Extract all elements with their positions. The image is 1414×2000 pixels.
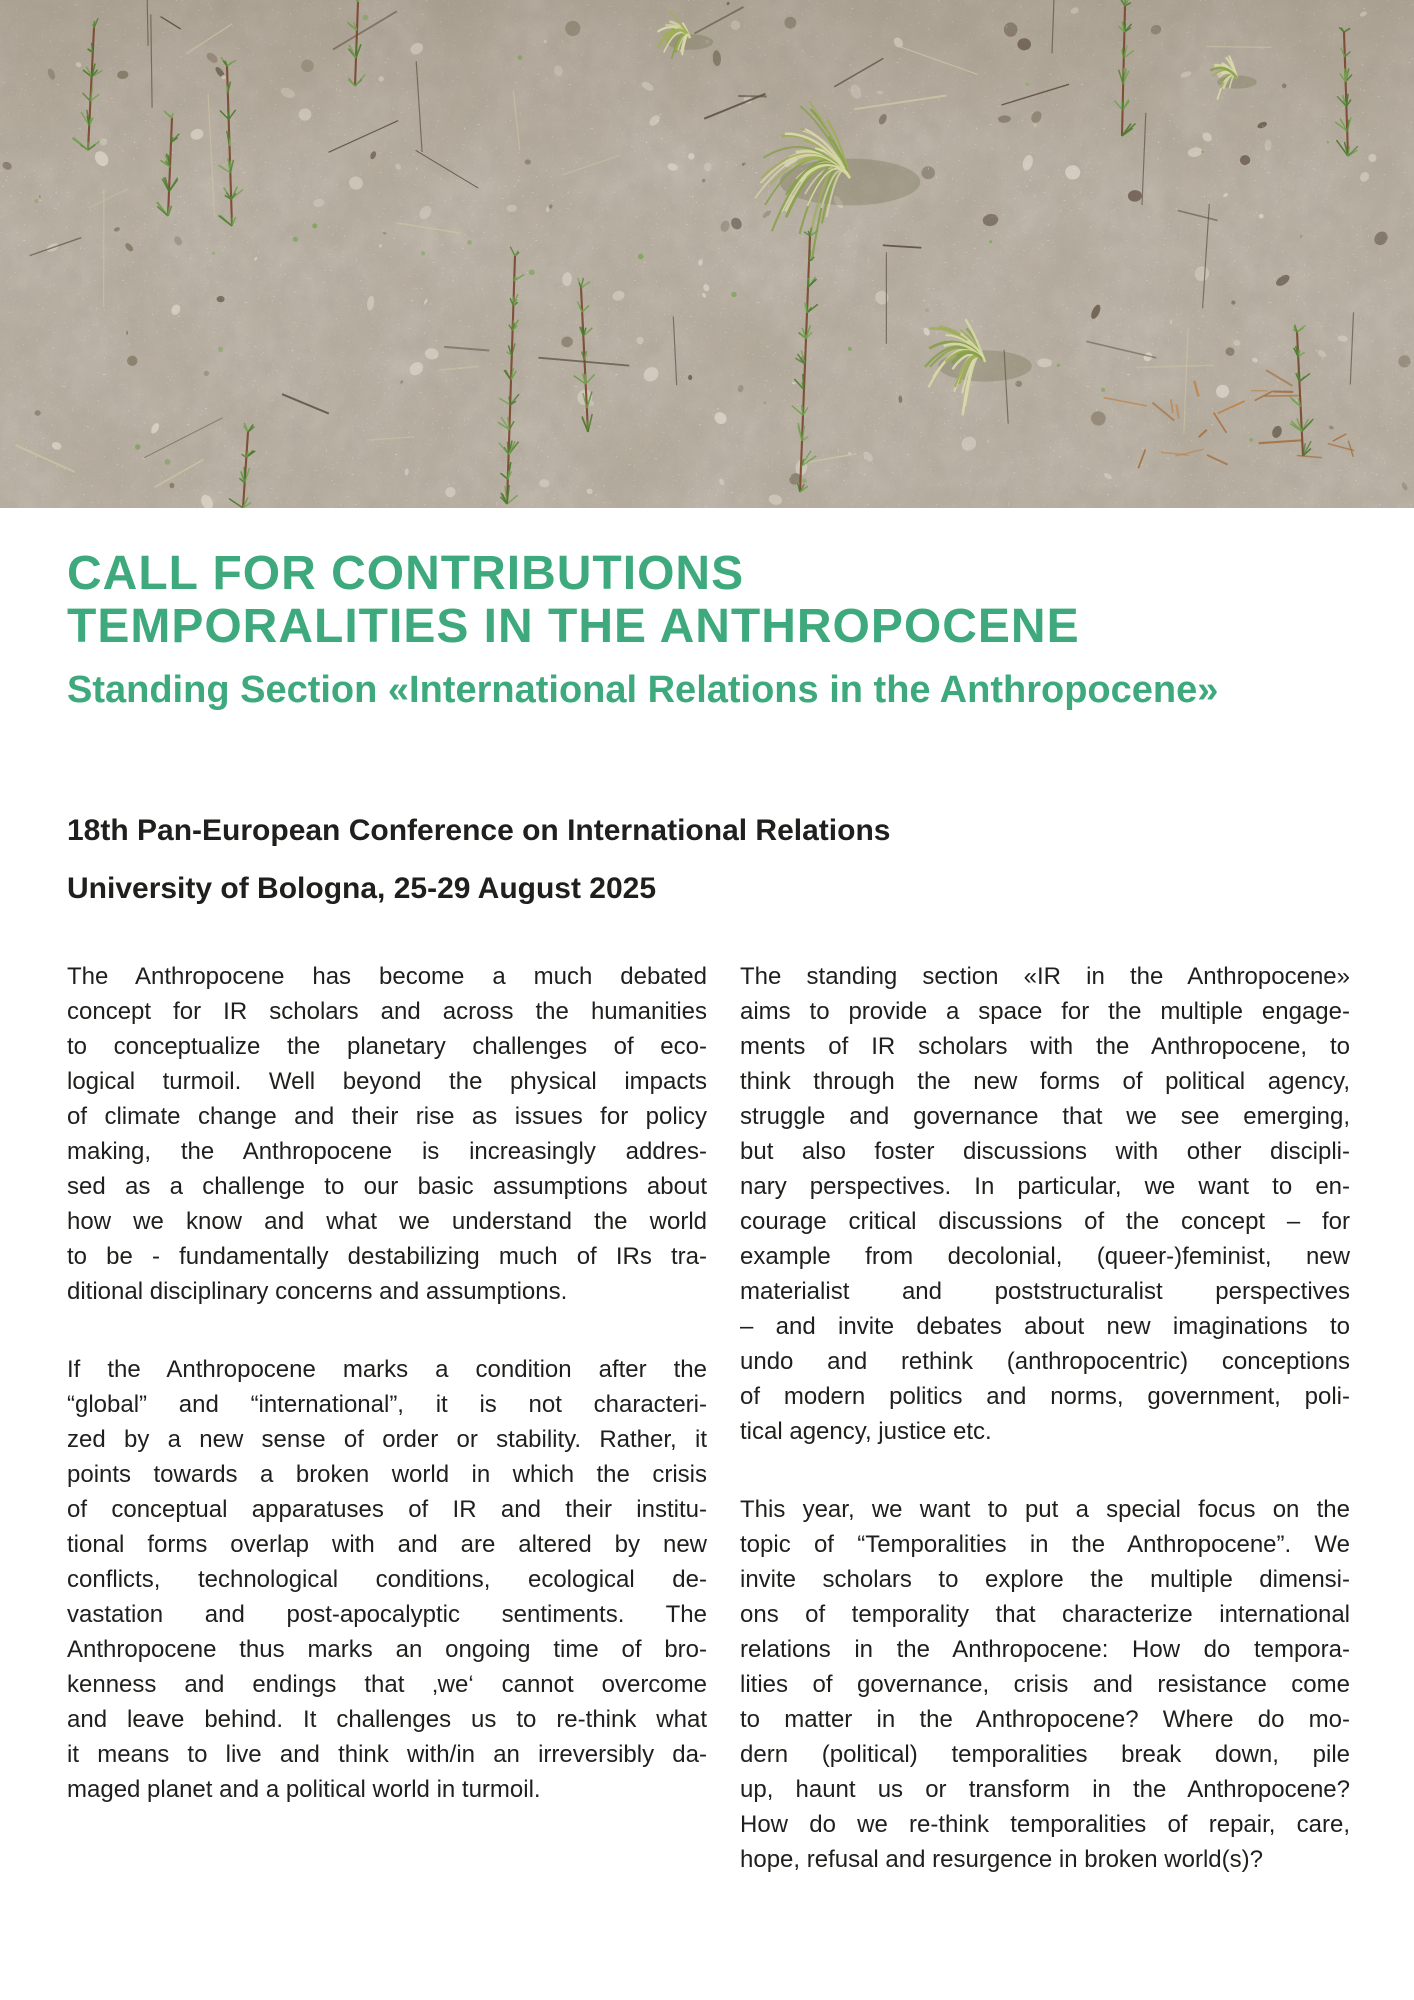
text-line: “global” and “international”, it is not characteri-	[67, 1391, 707, 1418]
text-line: ditional disciplinary concerns and assumptions.	[67, 1278, 568, 1305]
text-line: This year, we want to put a special focus on the	[740, 1496, 1350, 1523]
text-line: but also foster discussions with other discipli-	[740, 1138, 1350, 1165]
text-line: dern (political) temporalities break down, pile	[740, 1741, 1350, 1768]
text-line: tical agency, justice etc.	[740, 1418, 992, 1445]
text-line: up, haunt us or transform in the Anthropocene?	[740, 1776, 1350, 1803]
text-line: maged planet and a political world in turmoil.	[67, 1776, 541, 1803]
page-title	[67, 508, 1350, 653]
paragraph	[740, 1492, 1350, 1877]
text-line: The standing section «IR in the Anthropocene»	[740, 963, 1350, 990]
header-photo	[0, 0, 1414, 508]
text-line: think through the new forms of political agency,	[740, 1068, 1350, 1095]
paragraph	[67, 959, 707, 1309]
text-line: lities of governance, crisis and resistance come	[740, 1671, 1350, 1698]
body-columns	[67, 959, 1350, 1877]
text-line: undo and rethink (anthropocentric) conceptions	[740, 1348, 1350, 1375]
text-line: The Anthropocene has become a much debated	[67, 963, 707, 990]
text-line: courage critical discussions of the concept – for	[740, 1208, 1350, 1235]
text-line: of modern politics and norms, government, poli-	[740, 1383, 1350, 1410]
conference-name: 18th Pan-European Conference on International Relations	[67, 814, 891, 847]
conference-venue-date: University of Bologna, 25-29 August 2025	[67, 872, 657, 905]
text-line: to conceptualize the planetary challenges of eco-	[67, 1033, 707, 1060]
text-line: conflicts, technological conditions, ecological de-	[67, 1566, 707, 1593]
text-line: How do we re-think temporalities of repair, care,	[740, 1811, 1350, 1838]
text-line: vastation and post-apocalyptic sentiments. The	[67, 1601, 707, 1628]
paragraph	[740, 959, 1350, 1449]
text-line: relations in the Anthropocene: How do tempora-	[740, 1636, 1350, 1663]
text-line: topic of “Temporalities in the Anthropocene”. We	[740, 1531, 1350, 1558]
text-line: how we know and what we understand the world	[67, 1208, 707, 1235]
forest-floor-photo-illustration	[0, 0, 1414, 508]
text-line: tional forms overlap with and are altered by new	[67, 1531, 707, 1558]
text-line: sed as a challenge to our basic assumptions about	[67, 1173, 707, 1200]
text-line: If the Anthropocene marks a condition after the	[67, 1356, 707, 1383]
text-line: Anthropocene thus marks an ongoing time of bro-	[67, 1636, 707, 1663]
body-column-right	[740, 959, 1350, 1877]
text-line: nary perspectives. In particular, we want to en-	[740, 1173, 1350, 1200]
text-line: concept for IR scholars and across the humanities	[67, 998, 707, 1025]
text-line: ments of IR scholars with the Anthropocene, to	[740, 1033, 1350, 1060]
text-line: zed by a new sense of order or stability. Rather, it	[67, 1426, 707, 1453]
text-line: it means to live and think with/in an irreversibly da-	[67, 1741, 707, 1768]
text-line: logical turmoil. Well beyond the physical impacts	[67, 1068, 707, 1095]
text-line: to matter in the Anthropocene? Where do mo-	[740, 1706, 1350, 1733]
text-line: ons of temporality that characterize international	[740, 1601, 1350, 1628]
flyer-content	[67, 508, 1350, 1877]
text-line: hope, refusal and resurgence in broken world(s)?	[740, 1846, 1263, 1873]
title-line-1: CALL FOR CONTRIBUTIONS	[67, 547, 745, 600]
text-line: invite scholars to explore the multiple dimensi-	[740, 1566, 1350, 1593]
text-line: materialist and poststructuralist perspectives	[740, 1278, 1350, 1305]
text-line: making, the Anthropocene is increasingly addres-	[67, 1138, 707, 1165]
page-subtitle: Standing Section «International Relations in the Anthropocene»	[67, 669, 1219, 711]
text-line: points towards a broken world in which the crisis	[67, 1461, 707, 1488]
paragraph	[67, 1352, 707, 1807]
title-line-2: TEMPORALITIES IN THE ANTHROPOCENE	[67, 600, 1080, 653]
text-line: – and invite debates about new imaginations to	[740, 1313, 1350, 1340]
text-line: example from decolonial, (queer-)feminist, new	[740, 1243, 1350, 1270]
text-line: to be - fundamentally destabilizing much of IRs tra-	[67, 1243, 707, 1270]
text-line: and leave behind. It challenges us to re-think what	[67, 1706, 707, 1733]
body-column-left	[67, 959, 707, 1877]
text-line: struggle and governance that we see emerging,	[740, 1103, 1350, 1130]
text-line: kenness and endings that ‚we‘ cannot overcome	[67, 1671, 707, 1698]
text-line: of climate change and their rise as issues for policy	[67, 1103, 707, 1130]
text-line: aims to provide a space for the multiple engage-	[740, 998, 1350, 1025]
text-line: of conceptual apparatuses of IR and their institu-	[67, 1496, 707, 1523]
